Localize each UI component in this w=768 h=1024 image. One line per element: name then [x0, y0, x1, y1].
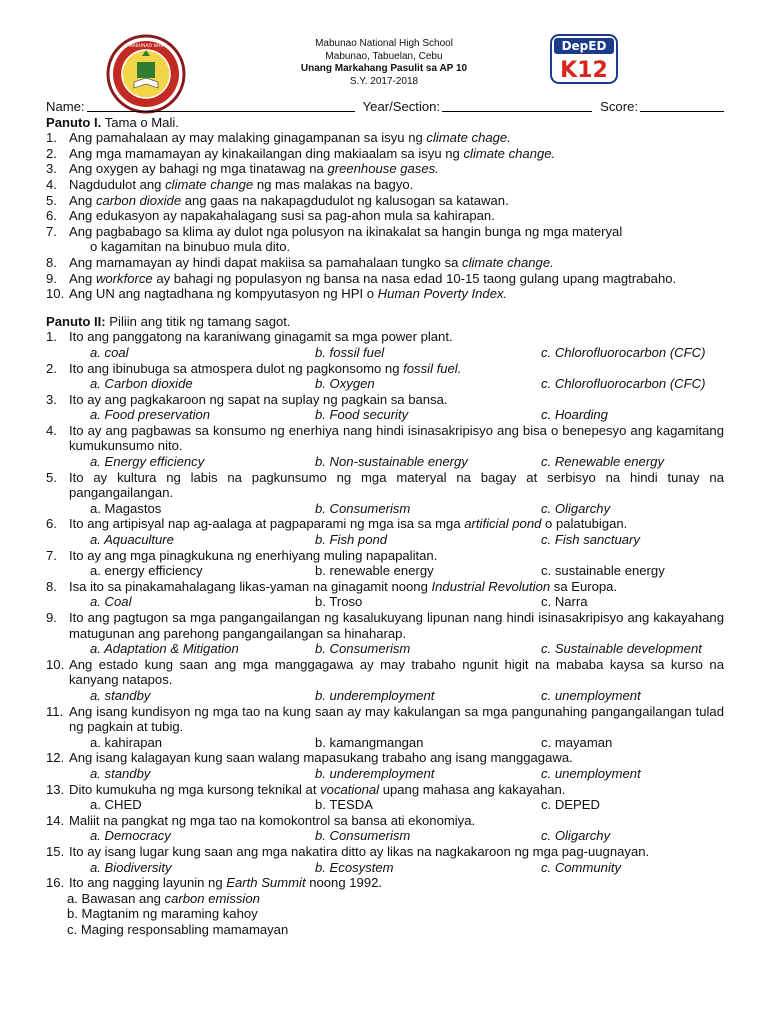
text-run: upang mahasa ang kakayahan.	[379, 781, 566, 797]
name-label: Name:	[46, 99, 85, 114]
item-text	[69, 193, 724, 209]
item-number: 7.	[46, 223, 57, 239]
question-text	[69, 579, 724, 595]
text-run: Ito ang panggatong na karaniwang ginagamit sa mga power plant.	[69, 329, 453, 345]
text-run: climate change.	[462, 254, 554, 270]
text-run: Ang	[69, 270, 96, 286]
answer-choices	[46, 563, 724, 579]
part1-item	[46, 208, 724, 224]
text-run: climate change.	[463, 145, 556, 161]
text-run: Ang isang kalagayan kung saan walang mapasukang trabaho ang isang manggagawa.	[69, 750, 573, 766]
item-number: 4.	[46, 176, 57, 192]
text-run: sa Europa.	[550, 578, 618, 594]
item-text	[69, 161, 724, 177]
choice-b[interactable]: b. kamangmangan	[315, 734, 424, 750]
item-text	[69, 255, 724, 271]
question-text	[69, 423, 724, 454]
question-number: 8.	[46, 578, 57, 594]
text-run: carbon dioxide	[95, 192, 182, 208]
question-number: 6.	[46, 516, 57, 532]
choice-b[interactable]: b. Consumerism	[315, 828, 411, 844]
item-text	[69, 208, 724, 224]
item-number: 3.	[46, 161, 57, 177]
item-number: 2.	[46, 145, 57, 161]
part2-question	[46, 813, 724, 829]
item-number: 9.	[46, 270, 57, 286]
part1-item	[46, 130, 724, 146]
choice-a[interactable]: a. energy efficiency	[90, 563, 203, 579]
part1-item	[46, 146, 724, 162]
text-run: a. Bawasan ang	[67, 890, 165, 906]
choice-b[interactable]: b. underemployment	[315, 765, 435, 781]
answer-choices	[46, 688, 724, 704]
choice-c[interactable]: c. Sustainable development	[541, 641, 702, 657]
svg-text:DepED: DepED	[561, 39, 607, 53]
text-run: Nagdudulot ang	[69, 176, 166, 192]
text-run: Ang pamahalaan ay may malaking ginagampanan sa isyu ng	[69, 130, 427, 146]
choice-c[interactable]: c. Oligarchy	[541, 828, 611, 844]
answer-choices	[46, 594, 724, 610]
question-text	[69, 657, 724, 688]
year-section-label: Year/Section:	[362, 99, 441, 114]
choice-c[interactable]: c. Oligarchy	[541, 500, 611, 516]
text-run: Ito ay ang pagbawas sa konsumo ng enerhiya nang hindi isinasakripisyo ang bisa o benepesyo ang kagamitang kumukunsumo nito.	[69, 422, 724, 454]
choice-b[interactable]: b. fossil fuel	[315, 344, 385, 360]
choice-a[interactable]: a. Carbon dioxide	[90, 376, 193, 392]
item-text	[69, 130, 724, 146]
part1-item	[46, 193, 724, 209]
part1-item	[46, 271, 724, 287]
question-number: 16.	[46, 875, 65, 891]
choice-a[interactable]: a. Aquaculture	[90, 532, 174, 548]
part1-item	[46, 177, 724, 193]
text-run: Isa ito sa pinakamahalagang likas-yaman na ginagamit noong	[69, 578, 432, 594]
svg-text:K12: K12	[560, 58, 608, 83]
choice-a[interactable]: a. standby	[90, 765, 151, 781]
choice-b[interactable]: b. Oxygen	[315, 376, 375, 392]
text-run: o palatubigan.	[541, 516, 628, 532]
choice-b[interactable]: b. Fish pond	[315, 532, 388, 548]
choice-b[interactable]: b. Consumerism	[315, 641, 411, 657]
choice-a[interactable]: a. standby	[90, 687, 151, 703]
question-number: 1.	[46, 329, 57, 345]
item-text	[69, 224, 724, 240]
choice-b[interactable]: b. Troso	[315, 594, 363, 610]
choice-b[interactable]: b. Consumerism	[315, 500, 411, 516]
text-run: noong 1992.	[305, 875, 383, 891]
part2-question	[46, 329, 724, 345]
item-text-continued: o kagamitan na binubuo mula dito.	[90, 239, 291, 255]
text-run: Ito ang ibinubuga sa atmospera dulot ng pagkonsomo ng	[69, 360, 404, 376]
text-run: Ang oxygen ay bahagi ng mga tinatawag na	[69, 161, 328, 177]
text-run: Ito ang pagtugon sa mga pangangailangan ng kasalukuyang lipunan nang hindi isinasakripisyo ang kakayahang matugunan ang parehong pangangailangan sa hinaharap.	[69, 610, 724, 641]
text-run: Ang edukasyon ay napakahalagang susi sa pag-ahon mula sa kahirapan.	[69, 208, 495, 224]
answer-choices	[46, 501, 724, 517]
text-run: Ito ay isang lugar kung saan ang mga nakatira ditto ay likas na nagkakaroon ng mga pag-uugnayan.	[69, 843, 650, 859]
answer-choices	[46, 376, 724, 392]
part2-question	[46, 704, 724, 735]
item-number: 5.	[46, 192, 57, 208]
text-run: carbon emission	[164, 890, 260, 906]
score-blank[interactable]	[640, 99, 724, 112]
answer-choices	[46, 641, 724, 657]
text-run: Ang UN ang nagtadhana ng kompyutasyon ng HPI o	[69, 286, 378, 302]
item-number: 8.	[46, 254, 57, 270]
choice-a[interactable]: a. CHED	[90, 797, 142, 813]
text-run: Ang isang kundisyon ng mga tao na kung saan ay may kakulangan sa mga pangunahing pangangailangan tulad ng pagkain at tubig.	[69, 703, 724, 735]
text-run: fossil fuel.	[403, 360, 462, 376]
answer-choices	[46, 735, 724, 751]
choice-a[interactable]: a. Energy efficiency	[90, 454, 205, 470]
part2-question	[46, 750, 724, 766]
item-text	[69, 271, 724, 287]
text-run: climate change	[165, 176, 254, 192]
choice-b[interactable]: b. underemployment	[315, 687, 435, 703]
text-run: ay bahagi ng populasyon ng bansa na nasa edad 10-15 taong gulang upang magtrabaho.	[152, 270, 677, 286]
text-run: ang gaas na nakapagdudulot ng kalusogan sa katawan.	[181, 192, 509, 208]
choice-a[interactable]: a. Adaptation & Mitigation	[90, 641, 239, 657]
part2-heading: Panuto II: Piliin ang titik ng tamang sagot.	[46, 313, 291, 329]
student-info-line	[46, 99, 724, 115]
part2-question	[46, 423, 724, 454]
item-text	[69, 177, 724, 193]
question-text	[69, 750, 724, 766]
choice-c[interactable]: c. Fish sanctuary	[541, 532, 640, 548]
part2-question	[46, 657, 724, 688]
choice-b[interactable]: b. renewable energy	[315, 563, 434, 579]
part2-question	[46, 361, 724, 377]
part2-question	[46, 548, 724, 564]
item-text	[69, 286, 724, 302]
choice-a[interactable]: a. Food preservation	[90, 407, 211, 423]
question-text	[69, 704, 724, 735]
answer-choices	[46, 766, 724, 782]
item-text	[69, 146, 724, 162]
choice-b[interactable]: b. TESDA	[315, 797, 373, 813]
question-text	[69, 610, 724, 641]
choice-c[interactable]: c. unemployment	[541, 687, 641, 703]
part1-list	[46, 130, 724, 302]
text-run: Human Poverty Index.	[377, 286, 508, 302]
exam-title: Unang Markahang Pasulit sa AP 10	[300, 63, 468, 74]
part2-question	[46, 844, 724, 860]
text-run: climate chage.	[426, 130, 511, 146]
part2-list	[46, 329, 724, 875]
text-run: Industrial Revolution	[431, 578, 551, 594]
part1-heading: Panuto I. Tama o Mali.	[46, 114, 179, 130]
question-number: 13.	[46, 781, 65, 797]
choice-c[interactable]: c. Community	[541, 859, 622, 875]
text-run: Earth Summit	[226, 875, 306, 891]
question-number: 11.	[46, 703, 64, 719]
part2-question	[46, 470, 724, 501]
question-text	[69, 392, 724, 408]
question-number: 14.	[46, 812, 65, 828]
question-number: 7.	[46, 547, 57, 563]
text-run: greenhouse gases.	[327, 161, 439, 177]
question-16	[46, 875, 724, 937]
part1-item	[46, 224, 724, 240]
question-text	[69, 875, 724, 891]
question-16-stem	[46, 875, 724, 891]
item-number: 1.	[46, 130, 57, 146]
question-number: 12.	[46, 750, 65, 766]
part2-question	[46, 782, 724, 798]
year-section-blank[interactable]	[442, 99, 592, 112]
part2-question	[46, 392, 724, 408]
choice-a[interactable]: a. coal	[90, 344, 129, 360]
answer-choices	[46, 407, 724, 423]
answer-choices	[46, 797, 724, 813]
question-number: 10.	[46, 656, 65, 672]
question-text	[69, 782, 724, 798]
answer-choices	[46, 532, 724, 548]
text-run: Ito ay ang pagkakaroon ng sapat na suplay ng pagkain sa bansa.	[69, 391, 448, 407]
choice-a[interactable]: a. kahirapan	[90, 734, 163, 750]
answer-choices	[46, 860, 724, 876]
question-16-option[interactable]	[46, 891, 724, 907]
choice-b[interactable]: b. Food security	[315, 407, 409, 423]
document-header	[200, 38, 568, 88]
answer-choices	[46, 828, 724, 844]
exam-body	[46, 99, 724, 937]
part1-item	[46, 161, 724, 177]
choice-b[interactable]: b. Non-sustainable energy	[315, 454, 468, 470]
question-text	[69, 844, 724, 860]
question-text	[69, 470, 724, 501]
question-number: 3.	[46, 391, 57, 407]
choice-a[interactable]: a. Magastos	[90, 500, 162, 516]
svg-text:MABUNAO NHS: MABUNAO NHS	[128, 44, 164, 49]
choice-c[interactable]: c. Chlorofluorocarbon (CFC)	[541, 376, 706, 392]
text-run: Ito ay ang mga pinagkukuna ng enerhiyang muling napapalitan.	[69, 547, 438, 563]
question-number: 5.	[46, 469, 57, 485]
choice-c[interactable]: c. Chlorofluorocarbon (CFC)	[541, 344, 706, 360]
part2-question	[46, 516, 724, 532]
question-text	[69, 548, 724, 564]
choice-a[interactable]: a. Democracy	[90, 828, 171, 844]
choice-a[interactable]: a. Coal	[90, 594, 132, 610]
name-blank[interactable]	[87, 99, 355, 112]
choice-b[interactable]: b. Ecosystem	[315, 859, 394, 875]
text-run: ng mas malakas na bagyo.	[253, 176, 414, 192]
part1-item	[46, 255, 724, 271]
text-run: artificial pond	[464, 516, 542, 532]
text-run: Ang pagbabago sa klima ay dulot nga polusyon na ikinakalat sa hangin bunga ng mga materyal	[69, 223, 623, 239]
choice-c[interactable]: c. unemployment	[541, 765, 641, 781]
choice-c[interactable]: c. Renewable energy	[541, 454, 665, 470]
choice-c[interactable]: c. Hoarding	[541, 407, 608, 423]
text-run: Ito ang nagging layunin ng	[69, 875, 227, 891]
question-number: 15.	[46, 843, 65, 859]
part2-question	[46, 610, 724, 641]
choice-a[interactable]: a. Biodiversity	[90, 859, 172, 875]
score-label: Score:	[600, 99, 638, 114]
text-run: vocational	[320, 781, 380, 797]
question-number: 2.	[46, 360, 57, 376]
text-run: Ang	[69, 192, 96, 208]
answer-choices	[46, 454, 724, 470]
question-number: 4.	[46, 422, 57, 438]
question-text	[69, 813, 724, 829]
text-run: c. Maging responsabling mamamayan	[67, 921, 289, 937]
school-year: S.Y. 2017-2018	[349, 75, 419, 87]
part1-item	[46, 286, 724, 302]
item-number: 6.	[46, 208, 57, 224]
school-address: Mabunao, Tabuelan, Cebu	[325, 50, 443, 62]
answer-choices	[46, 345, 724, 361]
item-number: 10.	[46, 286, 65, 302]
text-run: Ang estado kung saan ang mga manggagawa ay may trabaho ngunit higit na mababa kaysa sa kurso na kanyang natapos.	[69, 656, 724, 688]
text-run: Ito ay kultura ng labis na pagkunsumo ng mga materyal na bagay at serbisyo na hindi tunay na pangangailangan.	[69, 469, 724, 501]
question-16-option[interactable]	[46, 906, 724, 922]
text-run: Ang mamamayan ay hindi dapat makiisa sa pamahalaan tungko sa	[69, 254, 463, 270]
text-run: Ito ang artipisyal nap ag-aalaga at pagpaparami ng mga isa sa mga	[69, 516, 465, 532]
question-text	[69, 329, 724, 345]
question-text	[69, 516, 724, 532]
text-run: workforce	[95, 270, 153, 286]
choice-c[interactable]: c. mayaman	[541, 734, 613, 750]
part2-question	[46, 579, 724, 595]
text-run: b. Magtanim ng maraming kahoy	[67, 906, 258, 922]
text-run: Dito kumukuha ng mga kursong teknikal at	[69, 781, 321, 797]
question-16-option[interactable]	[46, 922, 724, 938]
choice-c[interactable]: c. sustainable energy	[541, 563, 665, 579]
choice-c[interactable]: c. DEPED	[541, 797, 600, 813]
text-run: Maliit na pangkat ng mga tao na komokontrol sa bansa ati ekonomiya.	[69, 812, 476, 828]
school-name: Mabunao National High School	[315, 38, 453, 49]
choice-c[interactable]: c. Narra	[541, 594, 588, 610]
question-text	[69, 361, 724, 377]
text-run: Ang mga mamamayan ay kinakailangan ding makiaalam sa isyu ng	[69, 145, 464, 161]
question-number: 9.	[46, 610, 57, 625]
